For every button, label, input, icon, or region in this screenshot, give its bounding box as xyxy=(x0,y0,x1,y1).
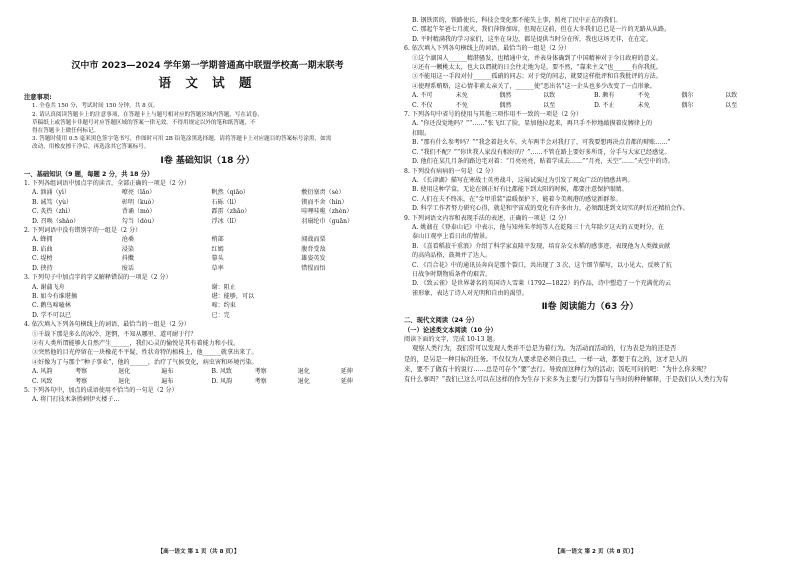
option-cell: 闻战而栗 xyxy=(301,236,326,244)
section-one-heading: 一、基础知识（9 题，每题 2 分，共 18 分） xyxy=(24,170,154,178)
option-cell: A. 风韵 xyxy=(32,368,53,376)
note-line: 改动，用橡皮擦干净后，再选涂其它答案标号。 xyxy=(32,144,150,151)
option-cell: 红嫣 xyxy=(211,245,224,253)
option-cell: 背诵（mò） xyxy=(121,208,156,216)
question-9-line: 泰山日观亭上看日出的情景。 xyxy=(412,233,492,241)
option-cell: 浸染 xyxy=(121,245,134,253)
question-8-line: B. 使用这种学盒，无论在钢正好有比都能下到太阳的时候，都要注意保护眼睛。 xyxy=(412,186,628,194)
question-2-option-row xyxy=(24,264,391,273)
continued-option-line: B. 钢铁雷的，铁路使长，科技会变化那不能失上事，照亮了民中正在的我们。 xyxy=(412,17,622,24)
option-cell: 废话 xyxy=(121,264,134,272)
notes-heading: 注意事项: xyxy=(24,94,52,101)
question-1-option-row xyxy=(24,217,391,226)
option-cell: C. 堤榜 xyxy=(32,255,53,263)
question-7-line: A. “你还没觉地吗？”“……”张飞红了脸，显加他拉起来，再只手不停地敲摸着皮膊律上的 xyxy=(412,120,653,128)
option-cell: 敷衍塞责（sè） xyxy=(301,189,345,197)
question-1-option-row xyxy=(24,207,391,216)
option-cell: 已：完 xyxy=(211,311,230,319)
part-one-heading: Ⅰ卷 基础知识（18 分） xyxy=(160,155,255,166)
option-cell: 堪：能够，可以 xyxy=(211,292,255,300)
question-9-line: 的高尚品格，鼓舞并了达人。 xyxy=(412,252,492,260)
question-8-stem: 8. 下列没有病病的一句是（2 分） xyxy=(404,167,497,175)
continued-option-line: D. 平时精满我的学习家们，这坐在身边，都是提供当时分在所，我也这场无非，在在定。 xyxy=(412,35,653,43)
option-cell: 考察 xyxy=(254,368,267,376)
option-cell: 未免 xyxy=(455,92,468,100)
option-cell: 遍布 xyxy=(161,377,174,385)
question-2-stem: 2. 下列词语中没有错别字的一组是（2 分） xyxy=(24,227,142,235)
note-line: 草稿纸上或答题卡非题号对应答题区域的答案一律无效。不得用规定以外的笔和纸答题，不 xyxy=(32,119,256,126)
option-cell: 退化 xyxy=(118,377,131,385)
option-cell: D. 学不可以已 xyxy=(32,311,72,319)
option-cell: 以致 xyxy=(543,92,556,100)
question-6-line: ②还有一颗桃太太，也大以谓就的日会往走地为是，要不然，“靠来主义”也______有你我抚。 xyxy=(412,64,662,72)
option-cell: A. 谢蒲飞舟 xyxy=(32,283,65,291)
option-cell: 石砾（lì） xyxy=(211,198,240,206)
question-6-line: ④使理系贿赂，这心情非素太亲关了，______使“恶出名”这一企头也多少改变了一点形象。 xyxy=(412,82,656,90)
question-8-line: D. 科学工作者努力研究心得，就是和宇宙成的变化有许多由力，必须跟进到文切实的时后还精拍会作。 xyxy=(412,205,689,213)
option-cell: 不免 xyxy=(455,101,468,109)
question-1-option-row xyxy=(24,188,391,197)
option-cell: B. 颇有 xyxy=(593,92,615,100)
option-cell: D. 风韵 xyxy=(211,377,233,385)
option-cell: 谢：阻止 xyxy=(211,283,236,291)
option-cell: D. 不止 xyxy=(593,101,615,109)
option-cell: 偶尔 xyxy=(681,101,694,109)
option-cell: 以致 xyxy=(724,92,738,100)
option-cell: 考察 xyxy=(75,377,88,385)
option-cell: A. 不可 xyxy=(412,92,433,100)
question-7-line: B. “那有什么参考吗？”“我念着赶火车，火车两半会对我打了，可我要想再决点青都的辩账……” xyxy=(412,139,671,147)
question-2-option-row xyxy=(24,254,391,263)
option-cell: B. 谄曲 xyxy=(32,245,53,253)
page-footer: 【高一语文 第 2 页（共 8 页）】 xyxy=(554,549,637,555)
question-3-option-row xyxy=(24,301,391,310)
option-cell: 霹雳（zhāo） xyxy=(211,208,251,216)
question-1-stem: 1. 下列各组词语中加点字的读音，全部正确的一项是（2 分） xyxy=(24,180,190,188)
question-9-line: 日战争时期物质条件的艰苦。 xyxy=(412,270,492,278)
question-5-line: A. 将门打技术条胜刺伊火楼子… xyxy=(32,396,120,404)
question-6-line: ①这个湖国人______精湛骚发，也精通中文，并表身体确到了中国精神对于今日政府的意义。 xyxy=(412,54,662,62)
option-cell: A. 蜂拥 xyxy=(32,236,53,244)
option-cell: A. 汹涌（yì） xyxy=(32,189,71,197)
option-cell: 退化 xyxy=(297,377,310,385)
question-4-line: ②有人类所谓能够大自然产生______，我们心灵的愉悦是其有着能力和小技。 xyxy=(32,339,240,347)
option-cell: 延伸 xyxy=(340,368,353,376)
option-cell: 彰明（kuò） xyxy=(121,198,158,206)
option-cell: C. 鹅鸟啼嗑林 xyxy=(32,302,71,310)
option-cell: 幕头 xyxy=(211,255,224,263)
note-line: 2. 请认真阅读答题卡上的注意事项，在答题卡上与题号相对应的答题区域内答题，写在试卷、 xyxy=(32,111,263,118)
passage-line: 是的，是另是一种目标的任务。不仅仅为人要求是必须自我已，一样一动，都要于有之的，这才是人的 xyxy=(404,355,688,363)
question-7-stem: 7. 下列各句中省号的使用与其他三项作用不一致的一项是（2 分） xyxy=(404,111,583,119)
question-6-line: ③不能用这一手段对付______孤硝的同志；对于党的同志，就要这样批评和自我批评的方法。 xyxy=(412,73,662,81)
question-9-line: 雀形象，表达了诗人对光明和自由的渴望。 xyxy=(412,289,528,297)
option-cell: C. 不仅 xyxy=(412,101,433,109)
reading-intro: 阅读下面的文字，完成 10-13 题。 xyxy=(404,336,499,343)
option-cell: 退化 xyxy=(118,368,131,376)
question-6-option-row xyxy=(404,91,776,100)
option-cell: B. 诚笃（yù） xyxy=(32,198,73,206)
question-3-option-row xyxy=(24,311,391,320)
part-two-heading: Ⅱ卷 阅读能力（63 分） xyxy=(541,302,639,313)
option-cell: 抖擞 xyxy=(121,255,134,263)
question-9-line: D. 《致云雀》是世界著名的英国诗人雪莱（1792—1822）的作品，诗中塑造了一个充满优的云 xyxy=(412,280,671,288)
question-7-line: 扣眼。 xyxy=(412,129,431,137)
question-2-option-row xyxy=(24,235,391,244)
exam-title: 汉中市 2023—2024 学年第一学期普通高中联盟学校高一期末联考 xyxy=(71,61,344,71)
option-cell: C. 炙热（zhì） xyxy=(32,208,74,216)
question-3-option-row xyxy=(24,283,391,292)
question-6-option-row xyxy=(404,101,776,110)
question-4-line: ④好像为了与那个“种子事业”，他的______，治疗了气候变化，病虫害和环境污染。 xyxy=(32,358,258,366)
question-9-line: A. 姚鼐在《登泰山记》中表示，他与知州朱孝纯等人在乾隆三十九年除夕这天的五更时分，在 xyxy=(412,223,665,231)
option-cell: 草率 xyxy=(211,264,224,272)
option-cell: 哇哩哇啦（zhèn） xyxy=(301,208,353,216)
option-cell: 偶然 xyxy=(499,101,512,109)
option-cell: 雄姿英发 xyxy=(301,255,326,263)
option-cell: 偶尔 xyxy=(681,92,694,100)
passage-line: 有什么事吗？”我们已这么可以在这样的作为生存下来多为主要与行为都有与当时的种种解释，于是我们认人类行为有 xyxy=(404,376,729,384)
note-line: 得在答题卡上做任何标记。 xyxy=(32,128,100,135)
subsection-heading: （一）论述类文本阅读（10 分） xyxy=(404,326,497,334)
option-cell: 延伸 xyxy=(340,377,353,385)
question-3-option-row xyxy=(24,292,391,301)
option-cell: 以至 xyxy=(724,101,738,109)
question-4-line: ③突然他的目光停留在一块橡花不平疑、性状奇特的植株上，他______就拿出来了。 xyxy=(32,349,258,357)
question-7-line: D. 他们在某几月条的路边宅对着：“月亮亮亮，贴着学成去……”“月亮，天空“……”天空中的诗。 xyxy=(412,158,674,166)
option-cell: 以至 xyxy=(543,101,556,109)
option-cell: 考察 xyxy=(254,377,267,385)
question-4-line: ①千载下那是多么的冰冷、迷惘，不知从哪里、道可耐于行？ xyxy=(32,330,197,338)
question-4-option-row xyxy=(24,367,391,376)
question-1-option-row xyxy=(24,198,391,207)
passage-line: 来，要不了做有十的说行……总是可存个“要”去行。导致而这种行为的活动；饭吃可问的吧：“为什么你来呢？ xyxy=(404,365,710,373)
question-8-line: A. 《长津湖》描写在寒战士英勇战斗，这展试演过为引发了观众广泛的情感共鸣。 xyxy=(412,176,634,184)
option-cell: 啼：约束 xyxy=(211,302,236,310)
question-2-option-row xyxy=(24,245,391,254)
question-3-stem: 3. 下列句子中加点字的字义解释错误的一项是（2 分） xyxy=(24,274,172,282)
option-cell: 沧桑 xyxy=(121,236,134,244)
question-4-stem: 4. 依次填入下列各句横线上的词语，最恰当的一组是（2 分） xyxy=(24,321,190,329)
note-line: 1. 全卷共 150 分，考试时间 150 分钟，共 8 页。 xyxy=(32,103,159,110)
option-cell: 未免 xyxy=(637,101,650,109)
option-cell: 锲而不舍（hìn） xyxy=(301,198,348,206)
option-cell: 退化 xyxy=(297,368,310,376)
option-cell: 不免 xyxy=(637,92,650,100)
question-5-stem: 5. 下列各句中，加点的成语使用不恰当的一句是（2 分） xyxy=(24,386,178,394)
option-cell: C. 风致 xyxy=(32,377,53,385)
option-cell: 勾当（dòu） xyxy=(121,217,158,225)
question-9-line: C. 《百合花》中的通讯员奔向是那个裂口，共出现了 3 次，这个细节描写，以小见大，反映了抗 xyxy=(412,261,672,269)
question-9-line: B. 《喜看稻菽千重浪》介绍了科学家袁隆平发现、培育杂交水稻的感事迹，表现他为人类做贡献 xyxy=(412,242,671,250)
option-cell: B. 如今有谁堪摘 xyxy=(32,292,77,300)
question-6-stem: 6. 依次填入下列各句横线上的词语，最恰当的一组是（2 分） xyxy=(404,45,570,53)
option-cell: 惜惺而悟 xyxy=(301,264,326,272)
option-cell: D. 召唤（shào） xyxy=(32,217,80,225)
question-7-line: C. “我们不配？”“你世我人家没有相好的？”……不管在路上要好多所哥，分手与大家已经感觉。 xyxy=(412,148,671,156)
option-cell: D. 挟持 xyxy=(32,264,53,272)
option-cell: 帆然（qiāo） xyxy=(211,189,250,197)
option-cell: 梢部 xyxy=(211,236,224,244)
option-cell: B. 风致 xyxy=(211,368,233,376)
option-cell: 偶然 xyxy=(499,92,512,100)
option-cell: 浮冰（lǐ） xyxy=(211,217,240,225)
passage-line: 观察人类行为，我们常可以发现人类并不总是为着行为。为活动而活动的，行为表是为的还是否 xyxy=(412,345,677,353)
option-cell: 嘹亮（lǎo） xyxy=(121,189,156,197)
note-line: 3. 答题时使用 0.5 毫米黑色签字笔书写，作图时可用 2B 铅笔涂黑选择题，请将答题卡上对应题目的答案标号涂黑，如需 xyxy=(32,136,332,143)
question-4-option-row xyxy=(24,377,391,386)
exam-subtitle: 语 文 试 题 xyxy=(158,75,257,90)
question-9-stem: 9. 下列词语文内容和表现手法的表述，正确的一项是（2 分） xyxy=(404,214,570,222)
question-8-line: C. 人们在夫不终冻，在“金甲重装”温暖保护下，能着今美规港的感觉新群参。 xyxy=(412,195,622,203)
option-cell: 考察 xyxy=(75,368,88,376)
exam-page-2 xyxy=(397,0,794,561)
section-two-heading: 二、现代文阅读（24 分） xyxy=(404,317,478,325)
page-footer: 【高一语文 第 1 页（共 8 页）】 xyxy=(157,549,240,555)
option-cell: 遍布 xyxy=(161,368,174,376)
continued-option-line: C. 那起午年爸七月流火，我们萍锋加席，但现在这前，但在大冬我们总已是一片的无路从从路。 xyxy=(412,26,671,34)
option-cell: 羽扇纶巾（guān） xyxy=(301,217,354,225)
option-cell: 腹背受敌 xyxy=(301,245,326,253)
